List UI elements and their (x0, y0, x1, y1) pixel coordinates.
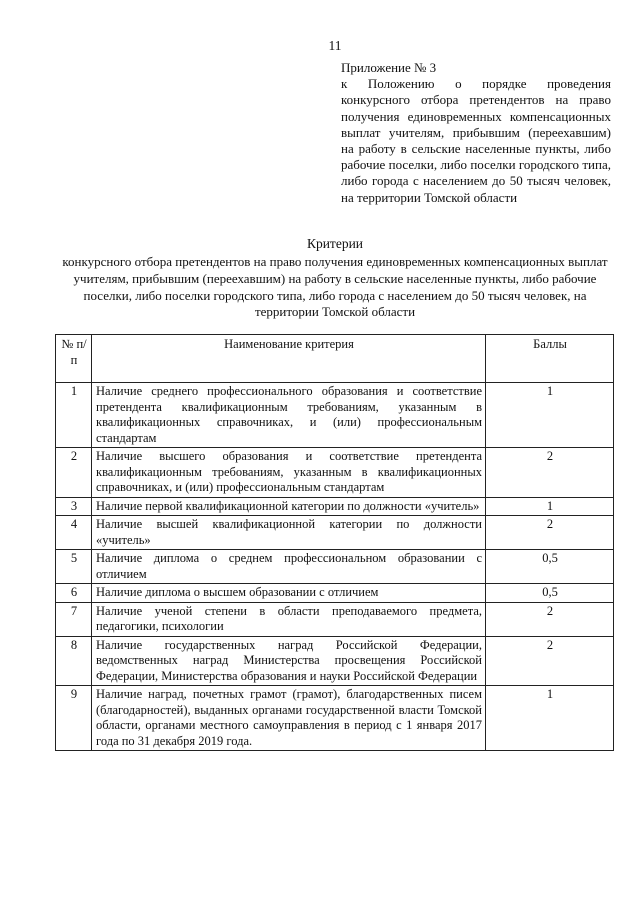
criteria-table (55, 334, 614, 751)
row-number: 9 (56, 686, 92, 751)
row-number: 6 (56, 584, 92, 603)
row-criterion: Наличие высшего образования и соответствие претендента квалификационным требованиям, указанным в квалификационных справочниках, и (или) профессиональным стандартам (92, 448, 486, 498)
table-row (56, 584, 614, 603)
row-criterion: Наличие наград, почетных грамот (грамот), благодарственных писем (благодарностей), выданных органами государственной власти Томской области, органами местного самоуправления в период с 1 января 2017 года по 31 декабря 2019 года. (92, 686, 486, 751)
row-score: 0,5 (486, 550, 614, 584)
row-number: 1 (56, 383, 92, 448)
row-criterion: Наличие высшей квалификационной категории по должности «учитель» (92, 516, 486, 550)
row-criterion: Наличие ученой степени в области преподаваемого предмета, педагогики, психологии (92, 602, 486, 636)
row-criterion: Наличие первой квалификационной категории по должности «учитель» (92, 497, 486, 516)
table-row (56, 516, 614, 550)
row-score: 2 (486, 636, 614, 686)
row-score: 2 (486, 448, 614, 498)
row-score: 2 (486, 602, 614, 636)
table-row (56, 686, 614, 751)
row-number: 8 (56, 636, 92, 686)
criteria-title: Критерии (306, 236, 364, 251)
table-row (56, 602, 614, 636)
row-number: 3 (56, 497, 92, 516)
header-criterion-name: Наименование критерия (92, 335, 486, 383)
row-number: 7 (56, 602, 92, 636)
row-score: 1 (486, 686, 614, 751)
table-row (56, 448, 614, 498)
table-row (56, 497, 614, 516)
appendix-block (341, 60, 611, 206)
header-number: № п/п (56, 335, 92, 383)
row-score: 1 (486, 383, 614, 448)
row-criterion: Наличие среднего профессионального образования и соответствие претендента квалификационным требованиям, указанным в квалификационных справочниках, и (или) профессиональным стандартам (92, 383, 486, 448)
criteria-subtitle: конкурсного отбора претендентов на право получения единовременных компенсационных выплат учителям, прибывшим (переехавшим) на работу в сельские населенные пункты, либо рабочие поселки, либо поселки городского типа, либо города с населением до 50 тысяч человек, на территории Томской области (62, 254, 608, 320)
row-number: 2 (56, 448, 92, 498)
page-number: 11 (328, 38, 342, 53)
row-number: 5 (56, 550, 92, 584)
header-score: Баллы (486, 335, 614, 383)
appendix-title: Приложение № 3 (341, 60, 437, 75)
table-row (56, 383, 614, 448)
table-header-row (56, 335, 614, 383)
appendix-text: к Положению о порядке проведения конкурсного отбора претендентов на право получения единовременных компенсационных выплат учителям, прибывшим (переехавшим) на работу в сельские населенные пункты, либо рабочие поселки, либо поселки городского типа, либо города с населением до 50 тысяч человек, на территории Томской области (341, 76, 611, 205)
row-score: 1 (486, 497, 614, 516)
table-row (56, 636, 614, 686)
row-criterion: Наличие диплома о среднем профессиональном образовании с отличием (92, 550, 486, 584)
table-row (56, 550, 614, 584)
row-criterion: Наличие диплома о высшем образовании с отличием (92, 584, 486, 603)
row-number: 4 (56, 516, 92, 550)
row-score: 2 (486, 516, 614, 550)
row-criterion: Наличие государственных наград Российской Федерации, ведомственных наград Министерства просвещения Российской Федерации, Министерства образования и науки Российской Федерации (92, 636, 486, 686)
row-score: 0,5 (486, 584, 614, 603)
